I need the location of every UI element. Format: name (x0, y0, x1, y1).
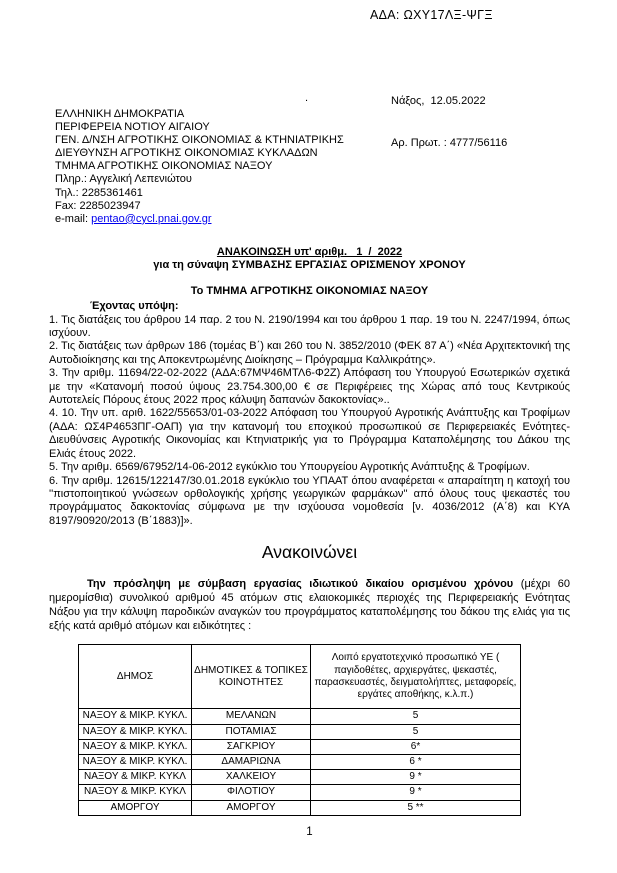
date-protocol-block (391, 66, 507, 178)
table-row (79, 800, 521, 815)
table-row (79, 724, 521, 739)
cell-community: ΜΕΛΑΝΩΝ (192, 709, 311, 724)
hiring-lead-rest: (μέχρι 60 ημερομίσθια) συνολικού αριθμού 45 ατόμων στις ελαιοκομικές περιοχές της Περιφερειακής Ενότητας Νάξου για την κάλυψη παροδικών αναγκών του προγράμματος καταπολέμησης του δάκου της ελιάς για τις εξής κατά αριθμό ατόμων και ειδικότητες : (49, 578, 570, 632)
cell-count: 6 * (311, 754, 521, 769)
cell-municipality: ΝΑΞΟΥ & ΜΙΚΡ. ΚΥΚΛ. (79, 724, 192, 739)
cell-community: ΣΑΓΚΡΙΟΥ (192, 739, 311, 754)
hiring-lead-bold: Την πρόσληψη με σύμβαση εργασίας ιδιωτικού δικαίου ορισμένου χρόνου (87, 578, 514, 591)
legal-item-5: 5. Την αριθμ. 6569/67952/14-06-2012 εγκύκλιο του Υπουργείου Αγροτικής Ανάπτυξης & Τροφίμων. (49, 461, 530, 474)
agency-line-phone: Τηλ.: 2285361461 (55, 186, 143, 199)
header-communities: ΔΗΜΟΤΙΚΕΣ & ΤΟΠΙΚΕΣ ΚΟΙΝΟΤΗΤΕΣ (192, 645, 311, 709)
cell-municipality: ΝΑΞΟΥ & ΜΙΚΡ. ΚΥΚΛ. (79, 739, 192, 754)
email-label: e-mail: (55, 212, 89, 225)
cell-municipality: ΝΑΞΟΥ & ΜΙΚΡ. ΚΥΚΛ. (79, 709, 192, 724)
stray-dot: . (305, 92, 309, 104)
header-municipality: ΔΗΜΟΣ (79, 645, 192, 709)
positions-table (78, 644, 521, 815)
legal-item-3: 3. Την αριθμ. 11694/22-02-2022 (ΑΔΑ:67ΜΨ46ΜΤΛ6-Φ2Ζ) Απόφαση του Υπουργού Εσωτερικών σχετικά με την «Κατανομή ποσού ύψους 23.754.300,00 € σε Περιφέρειες της Χώρας από τους Κεντρικούς Αυτοτελείς Πόρους έτους 2022 προς κάλυψη δαπανών δακοκτονίας».. (49, 367, 570, 407)
cell-community: ΑΜΟΡΓΟΥ (192, 800, 311, 815)
place-date: Νάξος, 12.05.2022 (391, 95, 486, 107)
cell-community: ΔΑΜΑΡΙΩΝΑ (192, 754, 311, 769)
cell-count: 9 * (311, 785, 521, 800)
cell-count: 6* (311, 739, 521, 754)
agency-line-region: ΠΕΡΙΦΕΡΕΙΑ ΝΟΤΙΟΥ ΑΙΓΑΙΟΥ (55, 121, 210, 134)
agency-line-contact-person: Πληρ.: Αγγελική Λεπενιώτου (55, 173, 192, 186)
document-body (49, 246, 570, 839)
agency-line-general-directorate: ΓΕΝ. Δ/ΝΣΗ ΑΓΡΟΤΙΚΗΣ ΟΙΚΟΝΟΜΙΑΣ & ΚΤΗΝΙΑΤΡΙΚΗΣ (55, 134, 344, 147)
page-number: 1 (306, 825, 313, 838)
cell-municipality: ΝΑΞΟΥ & ΜΙΚΡ. ΚΥΚΛ (79, 785, 192, 800)
hiring-lead-paragraph (49, 578, 570, 633)
ada-code: ΑΔΑ: ΩΧΥ17ΛΞ-ΨΓΞ (370, 8, 493, 22)
table-header-row (79, 645, 521, 709)
legal-item-2: 2. Τις διατάξεις των άρθρων 186 (τομέας Β΄) και 260 του Ν. 3852/2010 (ΦΕΚ 87 Α΄) «Νέα Αρχιτεκτονική της Αυτοδιοίκησης και της Αποκεντρωμένης Διοίκησης – Πρόγραμμα Καλλικράτης». (49, 340, 570, 366)
legal-item-6: 6. Την αριθμ. 12615/122147/30.01.2018 εγκύκλιο του ΥΠΑΑΤ όπου αναφέρεται « απαραίτητη η κατοχή του ''πιστοποιητικού γνώσεων ορθολογικής χρήσης γεωργικών φαρμάκων'' από όλους τους ψεκαστές του προγράμματος δακοκτονίας σύμφωνα με την ισχύουσα νομοθεσία [ν. 4036/2012 (Α΄8) και ΚΥΑ 8197/90920/2013 (Β΄1883)]». (49, 474, 570, 527)
legal-item-1: 1. Τις διατάξεις του άρθρου 14 παρ. 2 του Ν. 2190/1994 και του άρθρου 1 παρ. 19 του Ν. 2247/1994, όπως ισχύουν. (49, 313, 570, 340)
cell-count: 5 ** (311, 800, 521, 815)
agency-header-block (55, 108, 344, 226)
cell-municipality: ΝΑΞΟΥ & ΜΙΚΡ. ΚΥΚΛ. (79, 754, 192, 769)
cell-count: 5 (311, 724, 521, 739)
agency-line-republic: ΕΛΛΗΝΙΚΗ ΔΗΜΟΚΡΑΤΙΑ (55, 108, 185, 120)
table-row (79, 709, 521, 724)
cell-community: ΠΟΤΑΜΙΑΣ (192, 724, 311, 739)
email-link[interactable]: pentao@cycl.pnai.gov.gr (91, 212, 212, 225)
protocol-number: Αρ. Πρωτ. : 4777/56116 (391, 137, 508, 149)
header-personnel: Λοιπό εργατοτεχνικό προσωπικό ΥΕ ( παγιδοθέτες, αρχιεργάτες, ψεκαστές, παρασκευαστές, δειγματολήπτες, μεταφορείς, εργάτες αποθήκης, κ.λ.π.) (311, 645, 521, 709)
issuing-department-title: Το ΤΜΗΜΑ ΑΓΡΟΤΙΚΗΣ ΟΙΚΟΝΟΜΙΑΣ ΝΑΞΟΥ (190, 284, 429, 297)
agency-line-email (55, 213, 344, 226)
having-regard-label: Έχοντας υπόψη: (90, 300, 179, 313)
cell-municipality: ΝΑΞΟΥ & ΜΙΚΡ. ΚΥΚΛ (79, 770, 192, 785)
table-row (79, 754, 521, 769)
cell-municipality: ΑΜΟΡΓΟΥ (79, 800, 192, 815)
table-row (79, 785, 521, 800)
cell-count: 9 * (311, 770, 521, 785)
announcement-subtitle: για τη σύναψη ΣΥΜΒΑΣΗΣ ΕΡΓΑΣΙΑΣ ΟΡΙΣΜΕΝΟΥ ΧΡΟΝΟΥ (153, 259, 466, 272)
cell-community: ΦΙΛΟΤΙΟΥ (192, 785, 311, 800)
table-row (79, 739, 521, 754)
cell-count: 5 (311, 709, 521, 724)
agency-line-directorate: ΔΙΕΥΘΥΝΣΗ ΑΓΡΟΤΙΚΗΣ ΟΙΚΟΝΟΜΙΑΣ ΚΥΚΛΑΔΩΝ (55, 147, 318, 160)
agency-line-fax: Fax: 2285023947 (55, 199, 141, 212)
announcement-title: ΑΝΑΚΟΙΝΩΣΗ υπ' αριθμ. 1 / 2022 (216, 246, 403, 258)
cell-community: ΧΑΛΚΕΙΟΥ (192, 770, 311, 785)
legal-item-4: 4. 10. Την υπ. αριθ. 1622/55653/01-03-2022 Απόφαση του Υπουργού Αγροτικής Ανάπτυξης και Τροφίμων (ΑΔΑ: ΩΣ4Ρ4653ΠΓ-ΟΑΠ) για την κατανομή του εποχικού προσωπικού σε Περιφερειακές Ενότητες-Διευθύνσεις Αγροτικής Οικονομίας και Κτηνιατρικής για το Πρόγραμμα Καταπολέμησης του Δάκου της Ελιάς έτους 2022. (49, 407, 570, 460)
table-row (79, 770, 521, 785)
agency-line-department: ΤΜΗΜΑ ΑΓΡΟΤΙΚΗΣ ΟΙΚΟΝΟΜΙΑΣ ΝΑΞΟΥ (55, 160, 273, 173)
announces-heading: Ανακοινώνει (261, 542, 358, 563)
